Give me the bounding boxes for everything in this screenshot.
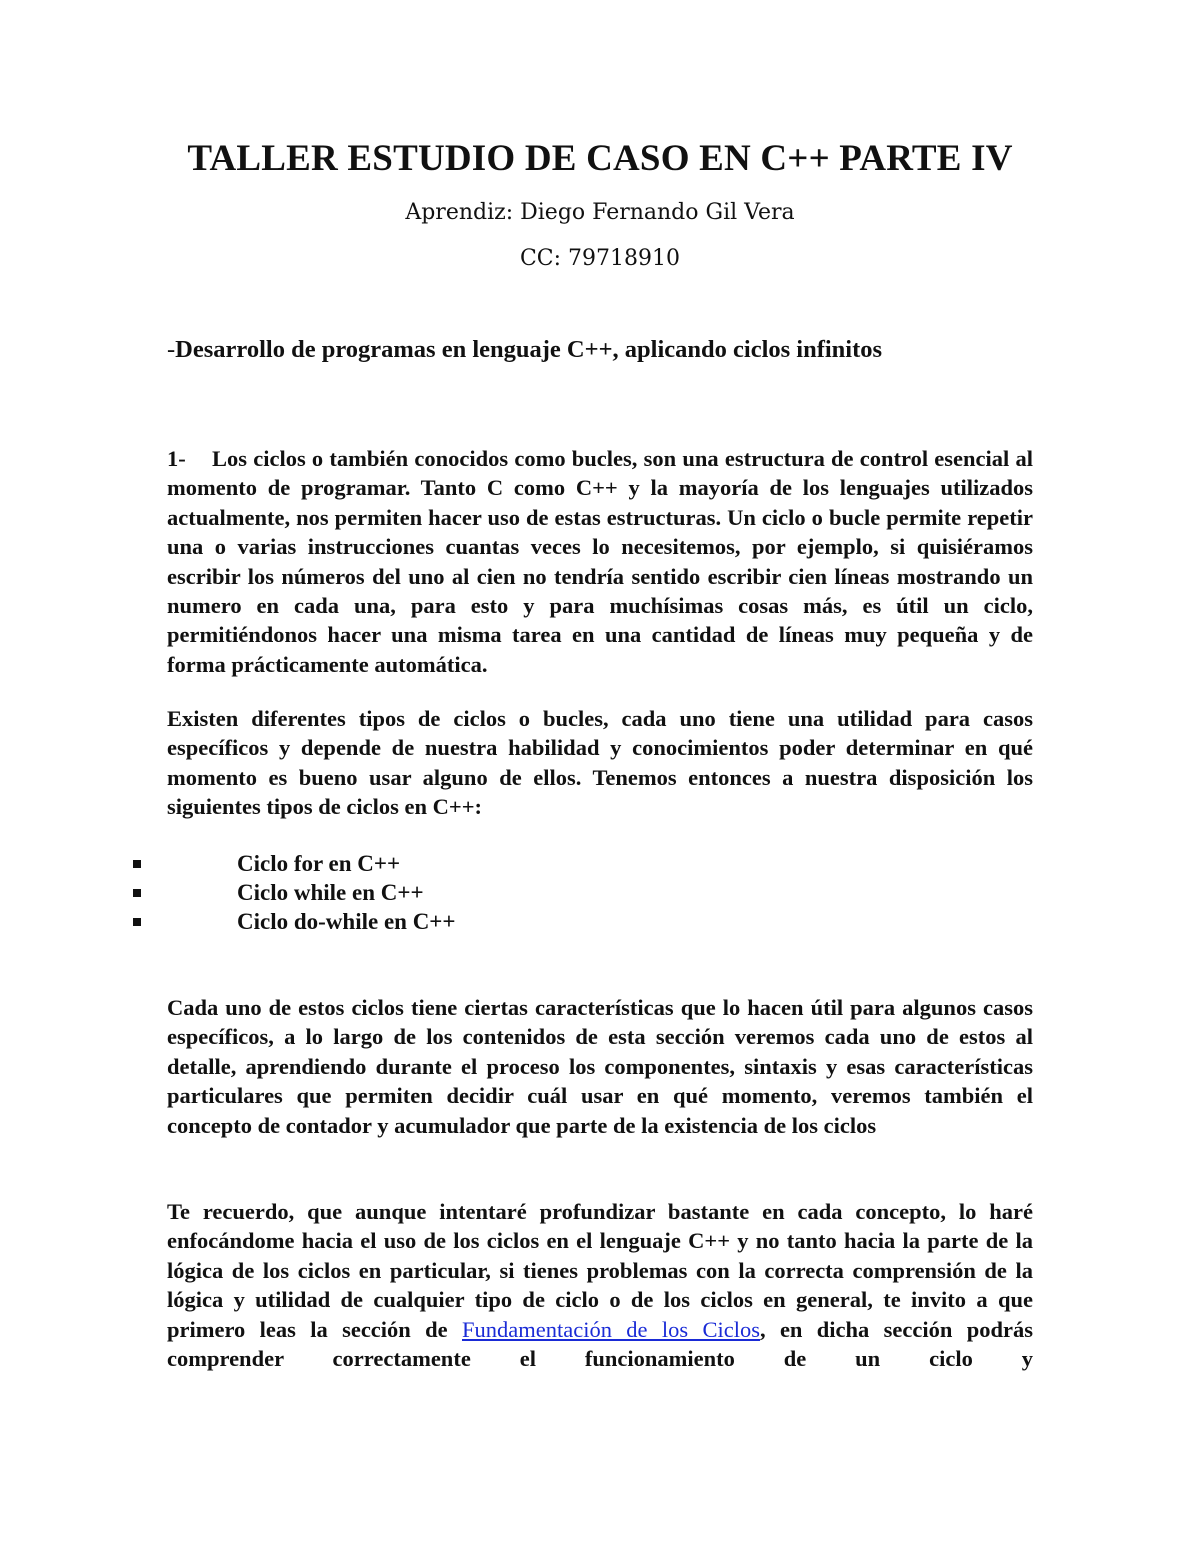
list-item-text: Ciclo for en C++ <box>237 851 401 876</box>
square-bullet-icon <box>133 860 141 868</box>
subtitle-prefix: - <box>167 336 176 363</box>
paragraph-4-text-start: Te recuerdo, que aunque intentaré profundizar bastante en cada concepto, lo haré enfocándome hacia el uso de los ciclos en el lenguaje C++ y no tanto hacia la parte de la lógica de los ciclos en particular, si tienes problemas con la correcta comprensión de la lógica y utilidad de cualquier tipo de ciclo o de los ciclos en general, te invito a que primero leas la sección de <box>167 1199 1033 1342</box>
paragraph-4 <box>167 1197 1033 1373</box>
list-number: 1- <box>167 446 186 471</box>
paragraph-4-text-end: , en dicha sección podrás comprender correctamente el funcionamiento de un ciclo y <box>167 1316 1033 1372</box>
fundamentacion-ciclos-link[interactable]: Fundamentación de los Ciclos <box>462 1316 760 1342</box>
paragraph-2: Existen diferentes tipos de ciclos o bucles, cada uno tiene una utilidad para casos específicos y depende de nuestra habilidad y conocimientos poder determinar en qué momento es bueno usar alguno de ellos. Tenemos entonces a nuestra disposición los siguientes tipos de ciclos en C++: <box>167 706 1033 820</box>
square-bullet-icon <box>133 889 141 897</box>
author-line: Aprendiz: Diego Fernando Gil Vera <box>405 200 795 225</box>
subtitle-text: Desarrollo de programas en lenguaje C++, aplicando ciclos infinitos <box>175 336 883 363</box>
square-bullet-icon <box>133 918 141 926</box>
list-item-text: Ciclo do-while en C++ <box>237 909 456 934</box>
section-subtitle <box>167 336 882 364</box>
list-item-text: Ciclo while en C++ <box>237 880 424 905</box>
paragraph-3: Cada uno de estos ciclos tiene ciertas características que lo hacen útil para algunos casos específicos, a lo largo de los contenidos de esta sección veremos cada uno de estos al detalle, aprendiendo durante el proceso los componentes, sintaxis y esas características particulares que permiten decidir cuál usar en qué momento, veremos también el concepto de contador y acumulador que parte de la existencia de los ciclos <box>167 995 1033 1138</box>
paragraph-1 <box>167 444 1033 679</box>
paragraph-1-text: Los ciclos o también conocidos como bucles, son una estructura de control esencial al momento de programar. Tanto C como C++ y la mayoría de los lenguajes utilizados actualmente, nos permiten hacer uso de estas estructuras. Un ciclo o bucle permite repetir una o varias instrucciones cuantas veces lo necesitemos, por ejemplo, si quisiéramos escribir los números del uno al cien no tendría sentido escribir cien líneas mostrando un numero en cada una, para esto y para muchísimas cosas más, es útil un ciclo, permitiéndonos hacer una misma tarea en una cantidad de líneas muy pequeña y de forma prácticamente automática. <box>167 446 1033 677</box>
cc-line: CC: 79718910 <box>519 246 681 271</box>
document-title: TALLER ESTUDIO DE CASO EN C++ PARTE IV <box>187 138 1013 179</box>
